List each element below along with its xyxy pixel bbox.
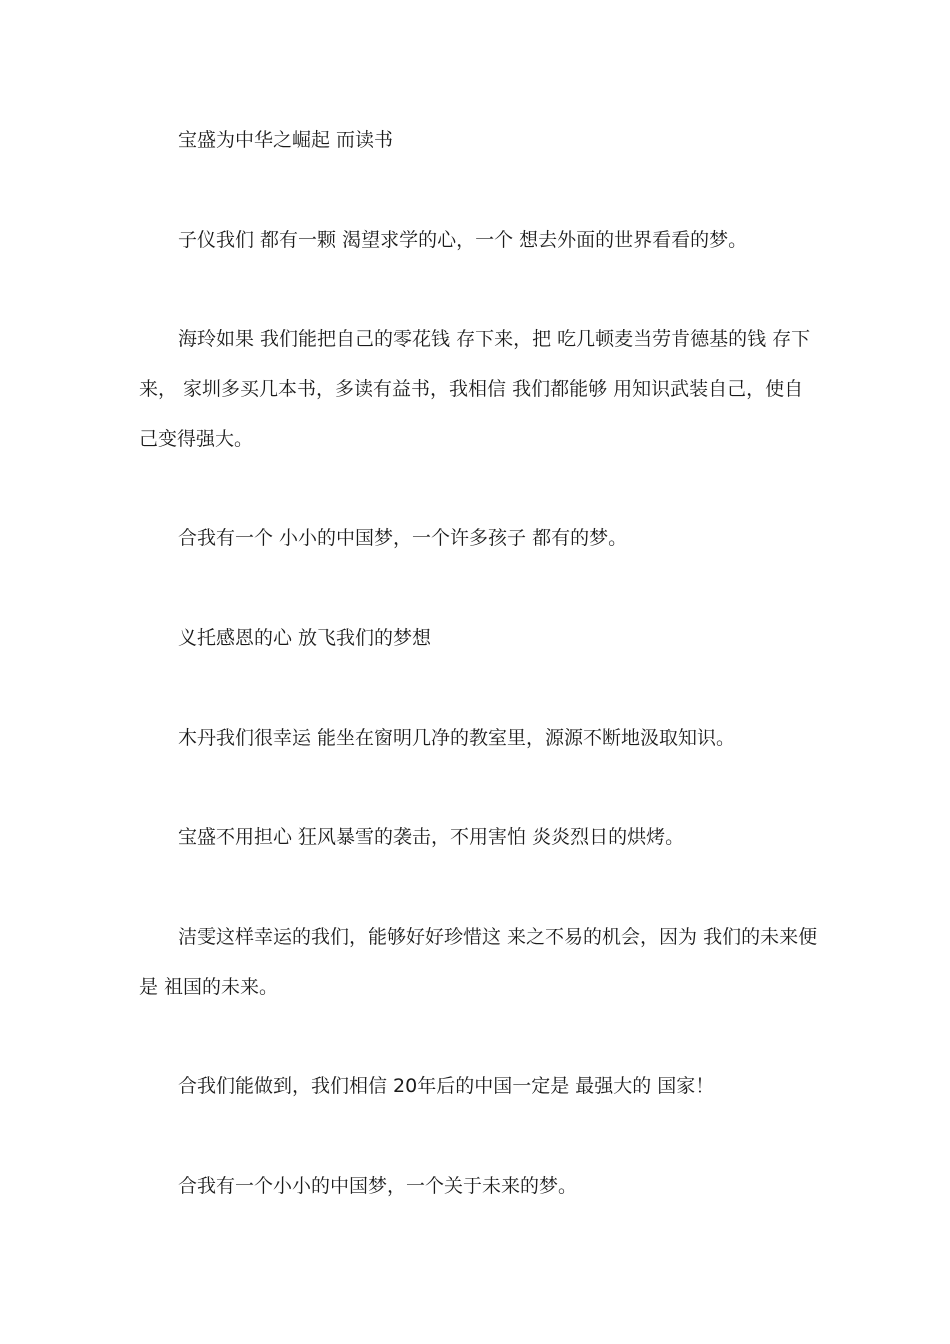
paragraph-5: 义托感恩的心 放飞我们的梦想 bbox=[178, 627, 432, 649]
paragraph-2: 子仪我们 都有一颗 渴望求学的心，一个 想去外面的世界看看的梦。 bbox=[178, 229, 748, 251]
paragraph-8: 洁雯这样幸运的我们，能够好好珍惜这 来之不易的机会，因为 我们的未来便是 祖国的未来。 bbox=[139, 926, 818, 998]
paragraph-1: 宝盛为中华之崛起 而读书 bbox=[178, 129, 394, 151]
paragraph-10: 合我有一个小小的中国梦，一个关于未来的梦。 bbox=[178, 1175, 578, 1197]
paragraph-9: 合我们能做到，我们相信 20年后的中国一定是 最强大的 国家！ bbox=[178, 1075, 715, 1097]
paragraph-7: 宝盛不用担心 狂风暴雪的袭击，不用害怕 炎炎烈日的烘烤。 bbox=[178, 826, 685, 848]
paragraph-3: 海玲如果 我们能把自己的零花钱 存下来，把 吃几顿麦当劳肯德基的钱 存下来， 家圳多买几本书，多读有益书，我相信 我们都能够 用知识武装自己，使自己变得强大。 bbox=[139, 328, 811, 450]
paragraph-6: 木丹我们很幸运 能坐在窗明几净的教室里，源源不断地汲取知识。 bbox=[178, 727, 736, 749]
paragraph-4: 合我有一个 小小的中国梦，一个许多孩子 都有的梦。 bbox=[178, 527, 628, 549]
